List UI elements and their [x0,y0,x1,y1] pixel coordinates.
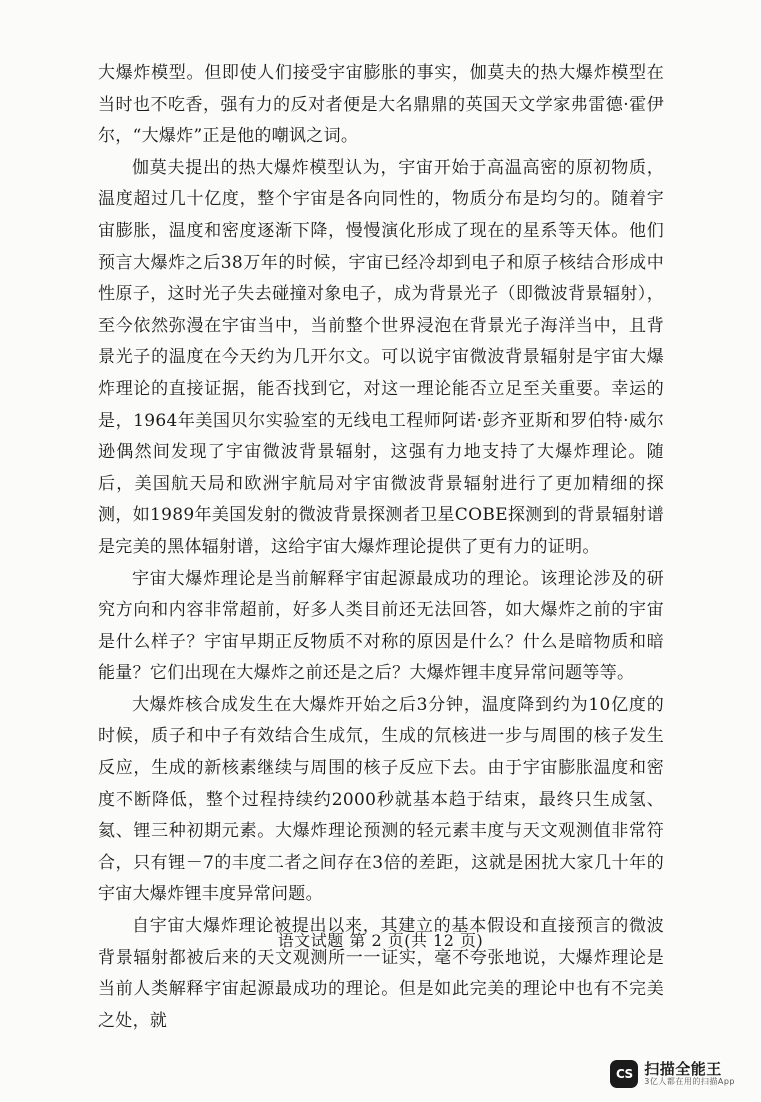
watermark-title: 扫描全能王 [644,1060,722,1079]
page-footer: 语文试题 第 2 页(共 12 页) [277,931,484,950]
paragraph-4: 大爆炸核合成发生在大爆炸开始之后3分钟，温度降到约为10亿度的时候，质子和中子有效结合生成氘，生成的氘核进一步与周围的核子发生反应，生成的新核素继续与周围的核子反应下去。由于宇宙膨胀温度和密度不断降低，整个过程持续约2000秒就基本趋于结束，最终只生成氢、氦、锂三种初期元素。大爆炸理论预测的轻元素丰度与天文观测值非常符合，只有锂－7的丰度二者之间存在3倍的差距，这就是困扰大家几十年的宇宙大爆炸锂丰度异常问题。 [98,694,664,905]
paragraph-5: 自宇宙大爆炸理论被提出以来，其建立的基本假设和直接预言的微波背景辐射都被后来的天文观测所一一证实，毫不夸张地说，大爆炸理论是当前人类解释宇宙起源最成功的理论。但是如此完美的理论中也有不完美之处，就 [98,916,664,1031]
camscanner-logo-icon: CS [610,1060,638,1088]
paragraph-3: 宇宙大爆炸理论是当前解释宇宙起源最成功的理论。该理论涉及的研究方向和内容非常超前，好多人类目前还无法回答，如大爆炸之前的宇宙是什么样子？宇宙早期正反物质不对称的原因是什么？什么是暗物质和暗能量？它们出现在大爆炸之前还是之后？大爆炸锂丰度异常问题等等。 [98,568,664,684]
watermark-text [644,1061,735,1086]
article-body [98,58,664,1037]
watermark-subtitle: 3亿人都在用的扫描App [644,1076,735,1086]
paragraph-2: 伽莫夫提出的热大爆炸模型认为，宇宙开始于高温高密的原初物质，温度超过几十亿度，整个宇宙是各向同性的，物质分布是均匀的。随着宇宙膨胀，温度和密度逐渐下降，慢慢演化形成了现在的星系等天体。他们预言大爆炸之后38万年的时候，宇宙已经冷却到电子和原子核结合形成中性原子，这时光子失去碰撞对象电子，成为背景光子（即微波背景辐射），至今依然弥漫在宇宙当中，当前整个世界浸泡在背景光子海洋当中，且背景光子的温度在今天约为几开尔文。可以说宇宙微波背景辐射是宇宙大爆炸理论的直接证据，能否找到它，对这一理论能否立足至关重要。幸运的是，1964年美国贝尔实验室的无线电工程师阿诺·彭齐亚斯和罗伯特·威尔逊偶然间发现了宇宙微波背景辐射，这强有力地支持了大爆炸理论。随后，美国航天局和欧洲宇航局对宇宙微波背景辐射进行了更加精细的探测，如1989年美国发射的微波背景探测者卫星COBE探测到的背景辐射谱是完美的黑体辐射谱，这给宇宙大爆炸理论提供了更有力的证明。 [98,157,664,557]
scanner-watermark [610,1060,735,1088]
paragraph-1: 大爆炸模型。但即使人们接受宇宙膨胀的事实，伽莫夫的热大爆炸模型在当时也不吃香，强有力的反对者便是大名鼎鼎的英国天文学家弗雷德·霍伊尔，“大爆炸”正是他的嘲讽之词。 [98,63,664,147]
